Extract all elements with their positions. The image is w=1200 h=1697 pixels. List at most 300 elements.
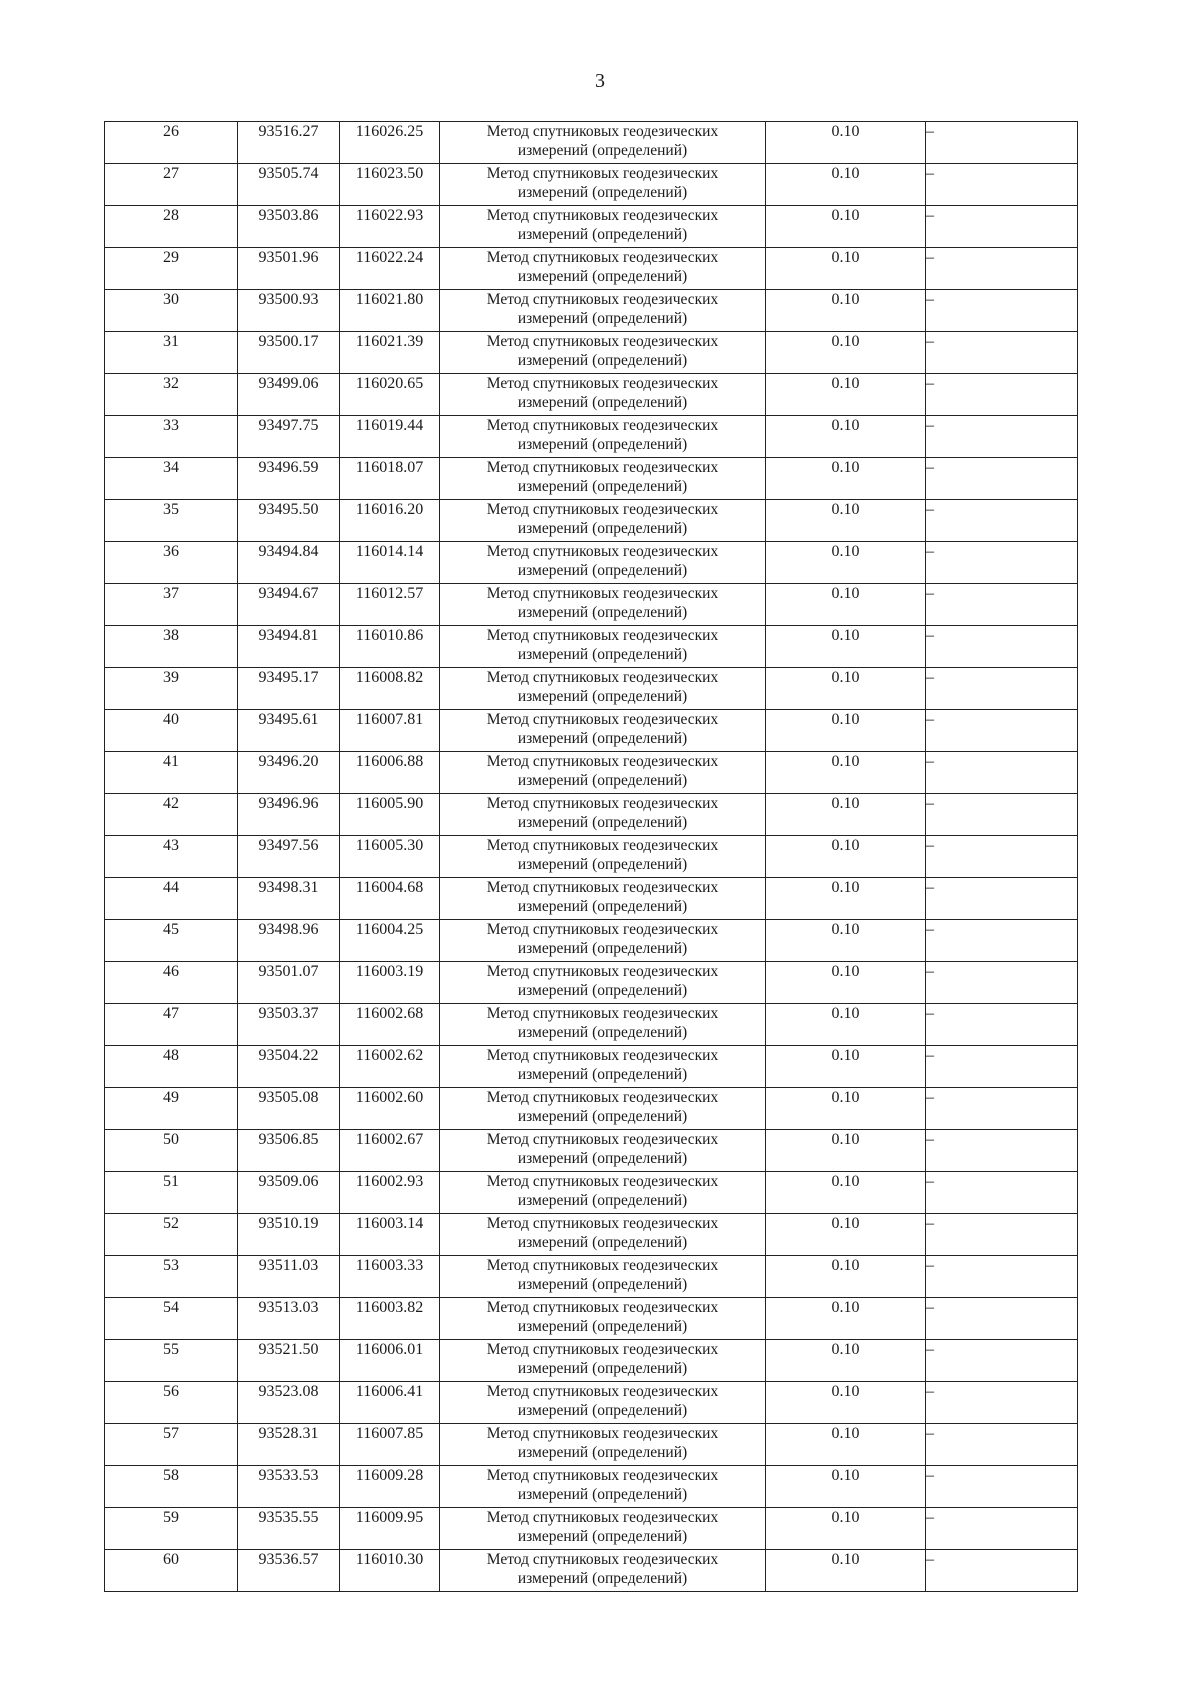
method-cell: [440, 374, 766, 416]
note-cell: –: [926, 332, 1078, 374]
y-coordinate-cell: 116022.93: [340, 206, 440, 248]
y-coordinate-cell: 116020.65: [340, 374, 440, 416]
y-coordinate-cell: 116010.30: [340, 1550, 440, 1592]
method-text-line-2: измерений (определений): [517, 982, 688, 999]
method-text-line-1: Метод спутниковых геодезических: [486, 123, 719, 140]
accuracy-cell: 0.10: [766, 1382, 926, 1424]
method-cell: [440, 836, 766, 878]
point-number-cell: 56: [105, 1382, 238, 1424]
y-coordinate-cell: 116021.80: [340, 290, 440, 332]
x-coordinate-cell: 93533.53: [238, 1466, 340, 1508]
accuracy-cell: 0.10: [766, 1550, 926, 1592]
method-text-line-2: измерений (определений): [517, 898, 688, 915]
table-row: [105, 1004, 1078, 1046]
y-coordinate-cell: 116005.90: [340, 794, 440, 836]
method-cell: [440, 164, 766, 206]
method-text-line-2: измерений (определений): [517, 1402, 688, 1419]
accuracy-cell: 0.10: [766, 1088, 926, 1130]
y-coordinate-cell: 116006.41: [340, 1382, 440, 1424]
point-number-cell: 32: [105, 374, 238, 416]
point-number-cell: 45: [105, 920, 238, 962]
method-text-line-2: измерений (определений): [517, 562, 688, 579]
method-cell: [440, 122, 766, 164]
table-row: [105, 206, 1078, 248]
method-text-line-2: измерений (определений): [517, 478, 688, 495]
x-coordinate-cell: 93495.50: [238, 500, 340, 542]
x-coordinate-cell: 93513.03: [238, 1298, 340, 1340]
point-number-cell: 29: [105, 248, 238, 290]
accuracy-cell: 0.10: [766, 374, 926, 416]
method-text-line-1: Метод спутниковых геодезических: [486, 249, 719, 266]
method-text-line-2: измерений (определений): [517, 604, 688, 621]
method-text-line-1: Метод спутниковых геодезических: [486, 1341, 719, 1358]
table-row: [105, 1088, 1078, 1130]
method-cell: [440, 290, 766, 332]
method-cell: [440, 416, 766, 458]
table-row: [105, 1046, 1078, 1088]
note-cell: –: [926, 122, 1078, 164]
x-coordinate-cell: 93496.59: [238, 458, 340, 500]
y-coordinate-cell: 116022.24: [340, 248, 440, 290]
method-text-line-2: измерений (определений): [517, 1360, 688, 1377]
method-text-line-2: измерений (определений): [517, 1444, 688, 1461]
point-number-cell: 44: [105, 878, 238, 920]
method-text-line-1: Метод спутниковых геодезических: [486, 543, 719, 560]
y-coordinate-cell: 116009.28: [340, 1466, 440, 1508]
accuracy-cell: 0.10: [766, 794, 926, 836]
method-cell: [440, 752, 766, 794]
method-cell: [440, 668, 766, 710]
x-coordinate-cell: 93505.74: [238, 164, 340, 206]
method-cell: [440, 878, 766, 920]
y-coordinate-cell: 116006.88: [340, 752, 440, 794]
point-number-cell: 28: [105, 206, 238, 248]
note-cell: –: [926, 290, 1078, 332]
x-coordinate-cell: 93511.03: [238, 1256, 340, 1298]
note-cell: –: [926, 1424, 1078, 1466]
point-number-cell: 54: [105, 1298, 238, 1340]
accuracy-cell: 0.10: [766, 1256, 926, 1298]
note-cell: –: [926, 1508, 1078, 1550]
point-number-cell: 36: [105, 542, 238, 584]
method-text-line-2: измерений (определений): [517, 1318, 688, 1335]
table-row: [105, 542, 1078, 584]
note-cell: –: [926, 1382, 1078, 1424]
method-cell: [440, 1298, 766, 1340]
x-coordinate-cell: 93495.61: [238, 710, 340, 752]
method-text-line-1: Метод спутниковых геодезических: [486, 207, 719, 224]
method-cell: [440, 248, 766, 290]
note-cell: –: [926, 1046, 1078, 1088]
method-text-line-1: Метод спутниковых геодезических: [486, 753, 719, 770]
x-coordinate-cell: 93509.06: [238, 1172, 340, 1214]
accuracy-cell: 0.10: [766, 122, 926, 164]
x-coordinate-cell: 93500.93: [238, 290, 340, 332]
y-coordinate-cell: 116026.25: [340, 122, 440, 164]
table-row: [105, 248, 1078, 290]
point-number-cell: 49: [105, 1088, 238, 1130]
y-coordinate-cell: 116003.33: [340, 1256, 440, 1298]
method-cell: [440, 1046, 766, 1088]
method-cell: [440, 1172, 766, 1214]
accuracy-cell: 0.10: [766, 1508, 926, 1550]
method-text-line-1: Метод спутниковых геодезических: [486, 501, 719, 518]
point-number-cell: 40: [105, 710, 238, 752]
x-coordinate-cell: 93504.22: [238, 1046, 340, 1088]
method-text-line-2: измерений (определений): [517, 352, 688, 369]
point-number-cell: 37: [105, 584, 238, 626]
point-number-cell: 52: [105, 1214, 238, 1256]
x-coordinate-cell: 93501.07: [238, 962, 340, 1004]
accuracy-cell: 0.10: [766, 416, 926, 458]
table-row: [105, 920, 1078, 962]
x-coordinate-cell: 93535.55: [238, 1508, 340, 1550]
method-text-line-1: Метод спутниковых геодезических: [486, 627, 719, 644]
method-text-line-1: Метод спутниковых геодезических: [486, 417, 719, 434]
accuracy-cell: 0.10: [766, 1424, 926, 1466]
accuracy-cell: 0.10: [766, 332, 926, 374]
coordinates-table-body: [105, 122, 1078, 1592]
method-text-line-2: измерений (определений): [517, 730, 688, 747]
method-cell: [440, 332, 766, 374]
method-cell: [440, 1256, 766, 1298]
table-row: [105, 752, 1078, 794]
y-coordinate-cell: 116003.14: [340, 1214, 440, 1256]
accuracy-cell: 0.10: [766, 1004, 926, 1046]
y-coordinate-cell: 116004.68: [340, 878, 440, 920]
method-text-line-1: Метод спутниковых геодезических: [486, 1173, 719, 1190]
accuracy-cell: 0.10: [766, 206, 926, 248]
note-cell: –: [926, 374, 1078, 416]
point-number-cell: 47: [105, 1004, 238, 1046]
point-number-cell: 57: [105, 1424, 238, 1466]
y-coordinate-cell: 116009.95: [340, 1508, 440, 1550]
y-coordinate-cell: 116004.25: [340, 920, 440, 962]
note-cell: –: [926, 878, 1078, 920]
note-cell: –: [926, 1340, 1078, 1382]
accuracy-cell: 0.10: [766, 1130, 926, 1172]
method-text-line-1: Метод спутниковых геодезических: [486, 1509, 719, 1526]
method-cell: [440, 206, 766, 248]
method-cell: [440, 1088, 766, 1130]
table-row: [105, 626, 1078, 668]
method-cell: [440, 626, 766, 668]
x-coordinate-cell: 93523.08: [238, 1382, 340, 1424]
note-cell: –: [926, 794, 1078, 836]
y-coordinate-cell: 116016.20: [340, 500, 440, 542]
table-row: [105, 710, 1078, 752]
y-coordinate-cell: 116018.07: [340, 458, 440, 500]
method-cell: [440, 1382, 766, 1424]
method-text-line-2: измерений (определений): [517, 520, 688, 537]
method-cell: [440, 794, 766, 836]
method-text-line-2: измерений (определений): [517, 940, 688, 957]
method-text-line-2: измерений (определений): [517, 1276, 688, 1293]
method-text-line-1: Метод спутниковых геодезических: [486, 1215, 719, 1232]
note-cell: –: [926, 962, 1078, 1004]
x-coordinate-cell: 93521.50: [238, 1340, 340, 1382]
table-row: [105, 1508, 1078, 1550]
method-text-line-2: измерений (определений): [517, 1528, 688, 1545]
table-row: [105, 1382, 1078, 1424]
accuracy-cell: 0.10: [766, 1466, 926, 1508]
note-cell: –: [926, 416, 1078, 458]
y-coordinate-cell: 116002.62: [340, 1046, 440, 1088]
table-row: [105, 332, 1078, 374]
point-number-cell: 43: [105, 836, 238, 878]
table-row: [105, 878, 1078, 920]
point-number-cell: 41: [105, 752, 238, 794]
y-coordinate-cell: 116012.57: [340, 584, 440, 626]
method-text-line-2: измерений (определений): [517, 1150, 688, 1167]
x-coordinate-cell: 93498.96: [238, 920, 340, 962]
method-cell: [440, 500, 766, 542]
point-number-cell: 59: [105, 1508, 238, 1550]
note-cell: –: [926, 626, 1078, 668]
method-text-line-1: Метод спутниковых геодезических: [486, 1425, 719, 1442]
method-text-line-1: Метод спутниковых геодезических: [486, 1047, 719, 1064]
note-cell: –: [926, 1172, 1078, 1214]
method-cell: [440, 1508, 766, 1550]
point-number-cell: 35: [105, 500, 238, 542]
accuracy-cell: 0.10: [766, 1172, 926, 1214]
accuracy-cell: 0.10: [766, 248, 926, 290]
accuracy-cell: 0.10: [766, 920, 926, 962]
note-cell: –: [926, 248, 1078, 290]
method-text-line-1: Метод спутниковых геодезических: [486, 333, 719, 350]
x-coordinate-cell: 93506.85: [238, 1130, 340, 1172]
note-cell: –: [926, 458, 1078, 500]
x-coordinate-cell: 93495.17: [238, 668, 340, 710]
accuracy-cell: 0.10: [766, 500, 926, 542]
x-coordinate-cell: 93505.08: [238, 1088, 340, 1130]
point-number-cell: 39: [105, 668, 238, 710]
method-text-line-1: Метод спутниковых геодезических: [486, 963, 719, 980]
point-number-cell: 53: [105, 1256, 238, 1298]
y-coordinate-cell: 116023.50: [340, 164, 440, 206]
y-coordinate-cell: 116007.81: [340, 710, 440, 752]
y-coordinate-cell: 116003.82: [340, 1298, 440, 1340]
point-number-cell: 48: [105, 1046, 238, 1088]
method-cell: [440, 1550, 766, 1592]
note-cell: –: [926, 1256, 1078, 1298]
method-text-line-2: измерений (определений): [517, 646, 688, 663]
accuracy-cell: 0.10: [766, 836, 926, 878]
table-row: [105, 1550, 1078, 1592]
page-number: 3: [595, 70, 605, 92]
note-cell: –: [926, 206, 1078, 248]
y-coordinate-cell: 116003.19: [340, 962, 440, 1004]
y-coordinate-cell: 116002.68: [340, 1004, 440, 1046]
y-coordinate-cell: 116005.30: [340, 836, 440, 878]
accuracy-cell: 0.10: [766, 752, 926, 794]
method-text-line-2: измерений (определений): [517, 226, 688, 243]
point-number-cell: 27: [105, 164, 238, 206]
x-coordinate-cell: 93510.19: [238, 1214, 340, 1256]
method-text-line-1: Метод спутниковых геодезических: [486, 837, 719, 854]
table-row: [105, 836, 1078, 878]
note-cell: –: [926, 752, 1078, 794]
note-cell: –: [926, 1466, 1078, 1508]
note-cell: –: [926, 836, 1078, 878]
point-number-cell: 60: [105, 1550, 238, 1592]
x-coordinate-cell: 93499.06: [238, 374, 340, 416]
accuracy-cell: 0.10: [766, 164, 926, 206]
method-text-line-1: Метод спутниковых геодезических: [486, 711, 719, 728]
method-text-line-2: измерений (определений): [517, 1066, 688, 1083]
note-cell: –: [926, 1214, 1078, 1256]
method-text-line-1: Метод спутниковых геодезических: [486, 1257, 719, 1274]
method-cell: [440, 1214, 766, 1256]
method-text-line-1: Метод спутниковых геодезических: [486, 1383, 719, 1400]
method-text-line-1: Метод спутниковых геодезических: [486, 459, 719, 476]
accuracy-cell: 0.10: [766, 1214, 926, 1256]
note-cell: –: [926, 668, 1078, 710]
method-text-line-1: Метод спутниковых геодезических: [486, 291, 719, 308]
table-row: [105, 374, 1078, 416]
point-number-cell: 55: [105, 1340, 238, 1382]
method-text-line-1: Метод спутниковых геодезических: [486, 879, 719, 896]
table-row: [105, 668, 1078, 710]
point-number-cell: 26: [105, 122, 238, 164]
method-cell: [440, 920, 766, 962]
x-coordinate-cell: 93496.20: [238, 752, 340, 794]
x-coordinate-cell: 93503.37: [238, 1004, 340, 1046]
note-cell: –: [926, 920, 1078, 962]
note-cell: –: [926, 500, 1078, 542]
method-text-line-1: Метод спутниковых геодезических: [486, 1551, 719, 1568]
method-cell: [440, 1424, 766, 1466]
point-number-cell: 42: [105, 794, 238, 836]
table-row: [105, 1256, 1078, 1298]
method-text-line-2: измерений (определений): [517, 268, 688, 285]
x-coordinate-cell: 93494.67: [238, 584, 340, 626]
table-row: [105, 290, 1078, 332]
y-coordinate-cell: 116021.39: [340, 332, 440, 374]
point-number-cell: 58: [105, 1466, 238, 1508]
accuracy-cell: 0.10: [766, 962, 926, 1004]
method-cell: [440, 584, 766, 626]
table-row: [105, 416, 1078, 458]
method-text-line-2: измерений (определений): [517, 1486, 688, 1503]
method-cell: [440, 542, 766, 584]
x-coordinate-cell: 93494.84: [238, 542, 340, 584]
point-number-cell: 46: [105, 962, 238, 1004]
method-text-line-2: измерений (определений): [517, 856, 688, 873]
table-row: [105, 458, 1078, 500]
accuracy-cell: 0.10: [766, 584, 926, 626]
point-number-cell: 38: [105, 626, 238, 668]
accuracy-cell: 0.10: [766, 1298, 926, 1340]
method-text-line-1: Метод спутниковых геодезических: [486, 1005, 719, 1022]
note-cell: –: [926, 1004, 1078, 1046]
coordinates-table: [104, 121, 1078, 1592]
method-text-line-2: измерений (определений): [517, 1024, 688, 1041]
method-text-line-1: Метод спутниковых геодезических: [486, 375, 719, 392]
x-coordinate-cell: 93494.81: [238, 626, 340, 668]
method-text-line-1: Метод спутниковых геодезических: [486, 669, 719, 686]
x-coordinate-cell: 93528.31: [238, 1424, 340, 1466]
method-cell: [440, 458, 766, 500]
point-number-cell: 30: [105, 290, 238, 332]
table-row: [105, 500, 1078, 542]
note-cell: –: [926, 542, 1078, 584]
y-coordinate-cell: 116010.86: [340, 626, 440, 668]
accuracy-cell: 0.10: [766, 1046, 926, 1088]
note-cell: –: [926, 1130, 1078, 1172]
x-coordinate-cell: 93516.27: [238, 122, 340, 164]
y-coordinate-cell: 116006.01: [340, 1340, 440, 1382]
note-cell: –: [926, 1550, 1078, 1592]
method-cell: [440, 1340, 766, 1382]
accuracy-cell: 0.10: [766, 710, 926, 752]
x-coordinate-cell: 93498.31: [238, 878, 340, 920]
point-number-cell: 33: [105, 416, 238, 458]
y-coordinate-cell: 116002.93: [340, 1172, 440, 1214]
method-cell: [440, 1004, 766, 1046]
table-row: [105, 962, 1078, 1004]
accuracy-cell: 0.10: [766, 458, 926, 500]
y-coordinate-cell: 116008.82: [340, 668, 440, 710]
method-text-line-1: Метод спутниковых геодезических: [486, 165, 719, 182]
method-text-line-1: Метод спутниковых геодезических: [486, 585, 719, 602]
x-coordinate-cell: 93503.86: [238, 206, 340, 248]
y-coordinate-cell: 116014.14: [340, 542, 440, 584]
y-coordinate-cell: 116019.44: [340, 416, 440, 458]
method-text-line-1: Метод спутниковых геодезических: [486, 795, 719, 812]
method-cell: [440, 1130, 766, 1172]
accuracy-cell: 0.10: [766, 542, 926, 584]
method-text-line-1: Метод спутниковых геодезических: [486, 1299, 719, 1316]
table-row: [105, 1214, 1078, 1256]
note-cell: –: [926, 1088, 1078, 1130]
table-row: [105, 1172, 1078, 1214]
point-number-cell: 51: [105, 1172, 238, 1214]
method-text-line-2: измерений (определений): [517, 772, 688, 789]
table-row: [105, 122, 1078, 164]
method-text-line-2: измерений (определений): [517, 1570, 688, 1587]
note-cell: –: [926, 164, 1078, 206]
method-text-line-1: Метод спутниковых геодезических: [486, 1467, 719, 1484]
accuracy-cell: 0.10: [766, 626, 926, 668]
accuracy-cell: 0.10: [766, 1340, 926, 1382]
x-coordinate-cell: 93500.17: [238, 332, 340, 374]
table-row: [105, 1466, 1078, 1508]
point-number-cell: 31: [105, 332, 238, 374]
x-coordinate-cell: 93496.96: [238, 794, 340, 836]
table-row: [105, 584, 1078, 626]
point-number-cell: 34: [105, 458, 238, 500]
method-text-line-2: измерений (определений): [517, 310, 688, 327]
note-cell: –: [926, 584, 1078, 626]
table-row: [105, 1340, 1078, 1382]
point-number-cell: 50: [105, 1130, 238, 1172]
method-cell: [440, 962, 766, 1004]
method-text-line-1: Метод спутниковых геодезических: [486, 1131, 719, 1148]
x-coordinate-cell: 93497.75: [238, 416, 340, 458]
table-row: [105, 164, 1078, 206]
table-row: [105, 794, 1078, 836]
method-text-line-2: измерений (определений): [517, 394, 688, 411]
table-row: [105, 1424, 1078, 1466]
method-text-line-2: измерений (определений): [517, 1192, 688, 1209]
method-text-line-2: измерений (определений): [517, 1234, 688, 1251]
method-text-line-2: измерений (определений): [517, 1108, 688, 1125]
method-cell: [440, 1466, 766, 1508]
y-coordinate-cell: 116002.60: [340, 1088, 440, 1130]
table-row: [105, 1130, 1078, 1172]
x-coordinate-cell: 93536.57: [238, 1550, 340, 1592]
